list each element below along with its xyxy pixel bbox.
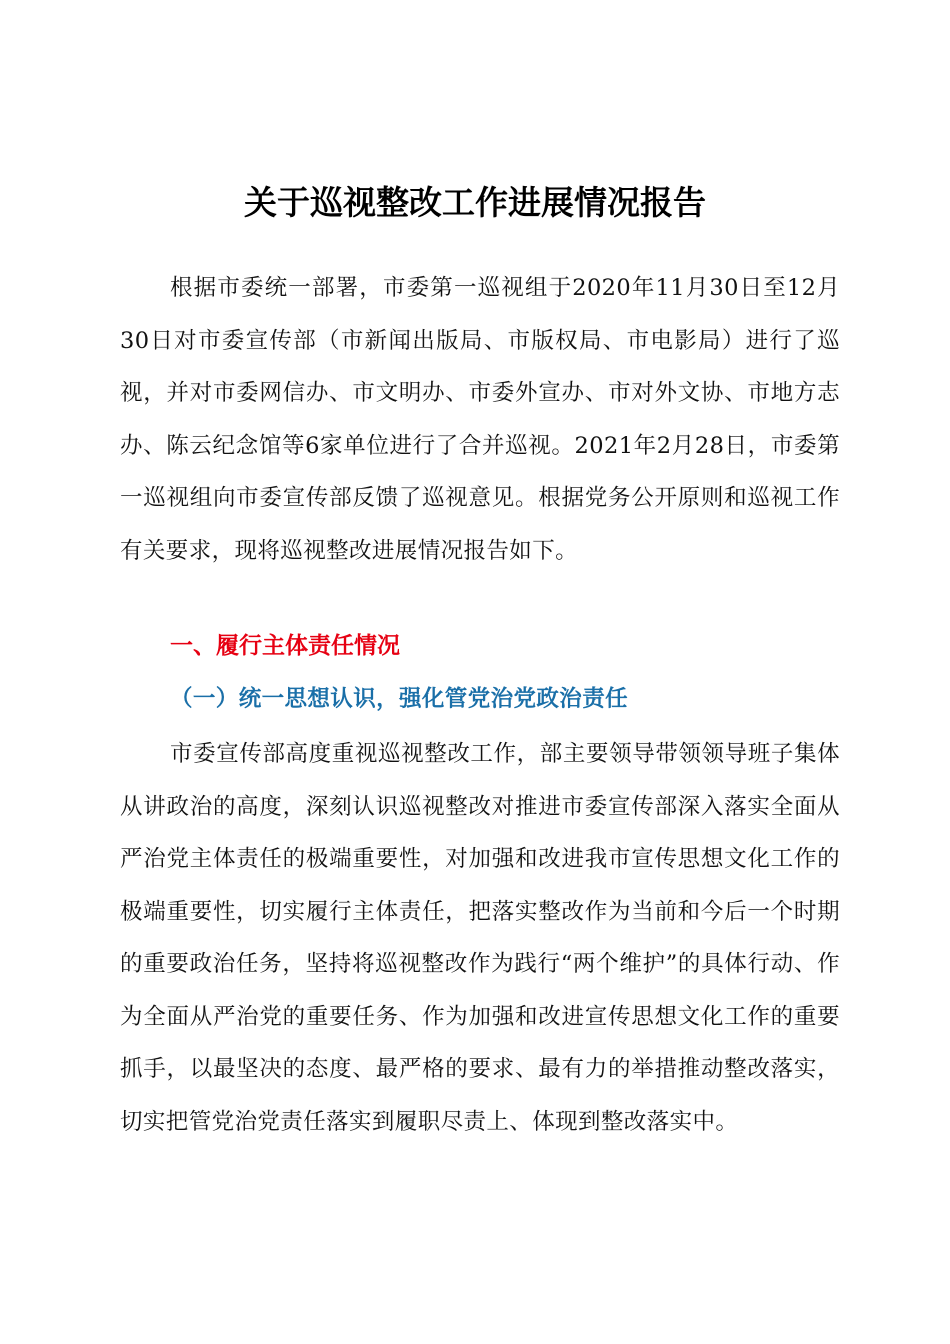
subsection-heading: （一）统一思想认识，强化管党治党政治责任 [170, 686, 629, 712]
section-heading: 一、履行主体责任情况 [170, 633, 400, 659]
intro-paragraph: 根据市委统一部署，市委第一巡视组于2020年11月30日至12月30日对市委宣传部（市新闻出版局、市版权局、市电影局）进行了巡视，并对市委网信办、市文明办、市委外宣办、市对外文协、市地方志办、陈云纪念馆等6家单位进行了合并巡视。2021年2月28日，市委第一巡视组向市委宣传部反馈了巡视意见。根据党务公开原则和巡视工作有关要求，现将巡视整改进展情况报告如下。 [120, 275, 840, 564]
document-title: 关于巡视整改工作进展情况报告 [244, 183, 706, 222]
body-paragraph: 市委宣传部高度重视巡视整改工作，部主要领导带领领导班子集体从讲政治的高度，深刻认识巡视整改对推进市委宣传部深入落实全面从严治党主体责任的极端重要性，对加强和改进我市宣传思想文化工作的极端重要性，切实履行主体责任，把落实整改作为当前和今后一个时期的重要政治任务，坚持将巡视整改作为践行“两个维护”的具体行动、作为全面从严治党的重要任务、作为加强和改进宣传思想文化工作的重要抓手，以最坚决的态度、最严格的要求、最有力的举措推动整改落实，切实把管党治党责任落实到履职尽责上、体现到整改落实中。 [120, 741, 840, 1135]
